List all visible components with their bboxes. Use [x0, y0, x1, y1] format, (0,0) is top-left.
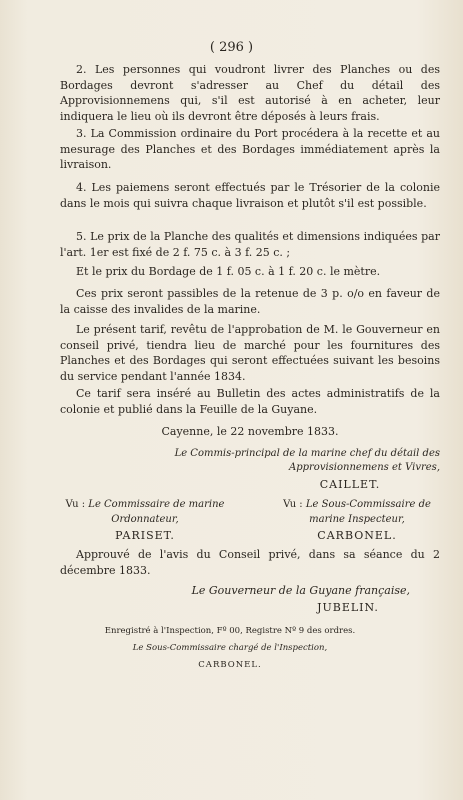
vu-left-title: Le Commissaire de marine Ordonnateur, — [88, 499, 225, 525]
approval — [60, 547, 440, 578]
paragraph: Approuvé de l'avis du Conseil privé, dans sa séance du 2 décembre 1833. — [60, 548, 440, 577]
paragraph: Le présent tarif, revêtu de l'approbation de M. le Gouverneur en conseil privé, tiendra lieu de marché pour les fournitures des Planches et des Bordages qui seront effectuées suivant les besoins du service pendant l'année 1834. — [60, 323, 440, 383]
article-2 — [60, 62, 440, 124]
retenue — [60, 286, 440, 317]
date-line: Cayenne, le 22 novembre 1833. — [161, 425, 339, 438]
paragraph: Ces prix seront passibles de la retenue de 3 p. o/o en faveur de la caisse des invalides de la marine. — [60, 287, 440, 316]
commis-title: Le Commis-principal de la marine chef du détail des Approvisionnemens et Vivres, — [174, 448, 440, 473]
vu-right-block — [272, 497, 442, 543]
paragraph: 3. La Commission ordinaire du Port procédera à la recette et au mesurage des Planches et des Bordages immédiatement après la livraison. — [60, 127, 440, 171]
inspector-signature: CARBONEL. — [198, 660, 262, 670]
vu-right-signature: CARBONEL. — [317, 529, 397, 542]
paragraph: 2. Les personnes qui voudront livrer des Planches ou des Bordages devront s'adresser au Chef du détail des Approvisionnemens qui, s'il est autorisé à en acheter, leur indiquera le lieu où ils devront être déposés à leurs frais. — [60, 63, 440, 123]
vu-label: Vu : — [283, 499, 303, 510]
article-5 — [60, 229, 440, 260]
page-number: ( 296 ) — [209, 40, 254, 55]
paragraph: 4. Les paiemens seront effectués par le Trésorier de la colonie dans le mois qui suivra chaque livraison et plutôt s'il est possible. — [60, 181, 440, 210]
vu-left-block — [60, 497, 230, 543]
governor-signature: JUBELIN. — [317, 601, 379, 614]
article-3 — [60, 126, 440, 173]
article-4 — [60, 180, 440, 211]
vu-label: Vu : — [65, 499, 86, 510]
vu-left-signature: PARISET. — [115, 529, 175, 542]
inspector-title: Le Sous-Commissaire chargé de l'Inspection, — [132, 643, 328, 653]
paragraph: Et le prix du Bordage de 1 f. 05 c. à 1 f. 20 c. le mètre. — [76, 265, 381, 278]
tarif-publication — [60, 386, 440, 417]
bordage-price — [60, 264, 440, 280]
vu-right-title: Le Sous-Commissaire de marine Inspecteur, — [305, 499, 431, 525]
commis-signature: CAILLET. — [319, 478, 381, 491]
paragraph: 5. Le prix de la Planche des qualités et dimensions indiquées par l'art. 1er est fixé de 2 f. 75 c. à 3 f. 25 c. ; — [60, 230, 440, 259]
paragraph: Ce tarif sera inséré au Bulletin des actes administratifs de la colonie et publié dans la Feuille de la Guyane. — [60, 387, 440, 416]
tarif-approval — [60, 322, 440, 384]
registration-line: Enregistré à l'Inspection, Fº 00, Registre Nº 9 des ordres. — [104, 626, 356, 636]
governor-title: Le Gouverneur de la Guyane française, — [191, 584, 410, 597]
